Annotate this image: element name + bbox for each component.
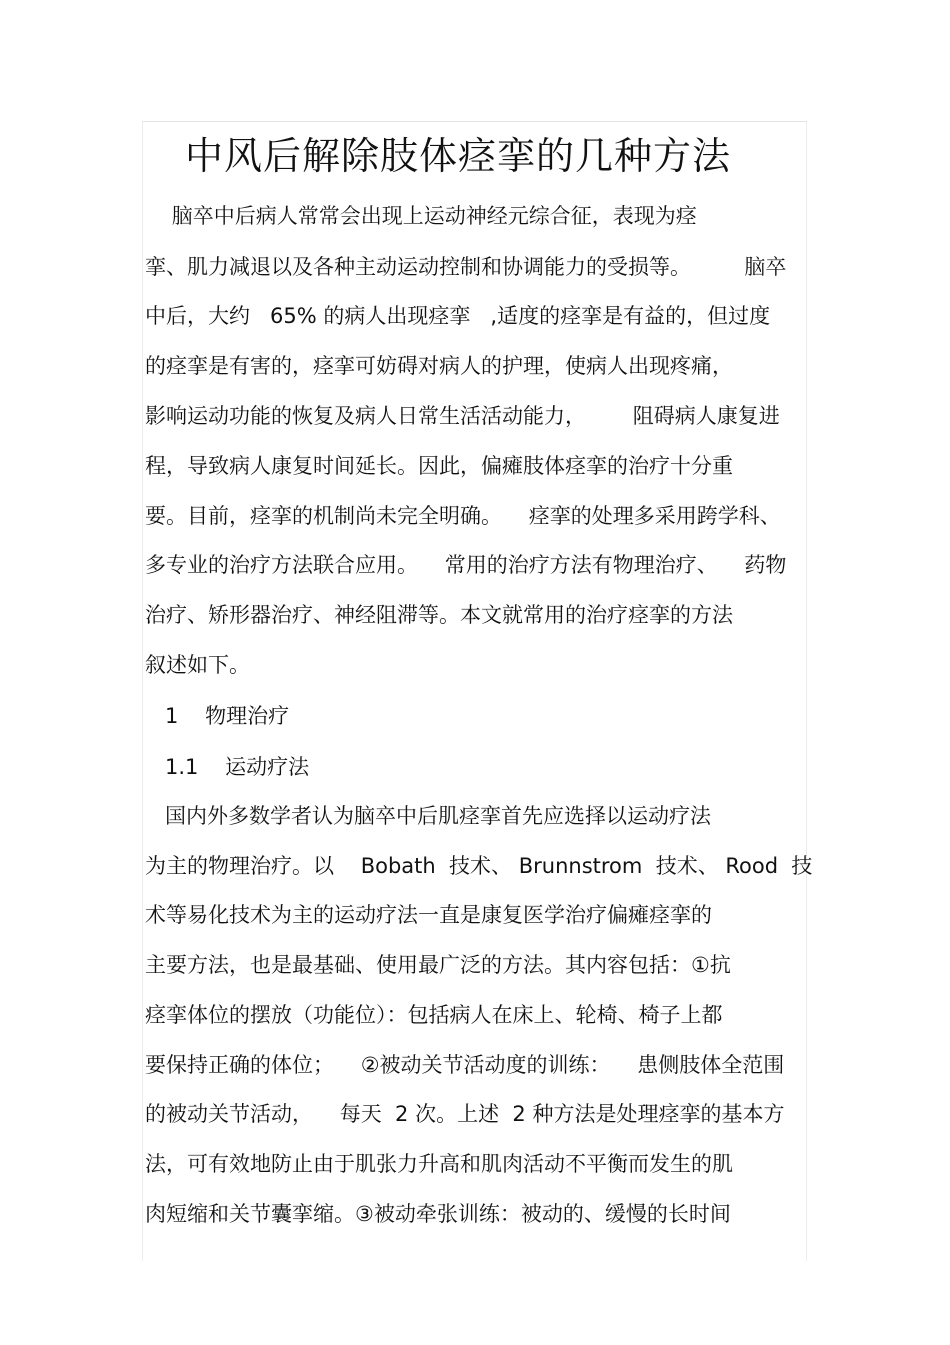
text-line: 要保持正确的体位； ②被动关节活动度的训练： 患侧肢体全范围 <box>145 1053 785 1077</box>
text-line: 影响运动功能的恢复及病人日常生活活动能力， 阻碍病人康复进 <box>145 404 780 428</box>
text-line: 的被动关节活动， 每天 2 次。上述 2 种方法是处理痉挛的基本方 <box>145 1102 785 1126</box>
text-line: 治疗、矫形器治疗、神经阻滞等。本文就常用的治疗痉挛的方法 <box>145 603 733 627</box>
text-line: 脑卒中后病人常常会出现上运动神经元综合征，表现为痉 <box>145 204 697 228</box>
text-line: 多专业的治疗方法联合应用。 常用的治疗方法有物理治疗、 药物 <box>145 553 787 577</box>
text-line: 挛、肌力减退以及各种主动运动控制和协调能力的受损等。 脑卒 <box>145 255 787 279</box>
text-line: 为主的物理治疗。以 Bobath 技术、 Brunnstrom 技术、 Rood 技 <box>145 854 813 878</box>
text-line: 国内外多数学者认为脑卒中后肌痉挛首先应选择以运动疗法 <box>145 804 712 828</box>
text-line: 术等易化技术为主的运动疗法一直是康复医学治疗偏瘫痉挛的 <box>145 903 712 927</box>
text-line: 叙述如下。 <box>145 653 250 677</box>
page-frame <box>142 121 807 1261</box>
text-line: 的痉挛是有害的，痉挛可妨碍对病人的护理，使病人出现疼痛， <box>145 354 733 378</box>
text-line: 肉短缩和关节囊挛缩。③被动牵张训练：被动的、缓慢的长时间 <box>145 1202 731 1226</box>
text-line: 程，导致病人康复时间延长。因此，偏瘫肢体痉挛的治疗十分重 <box>145 454 733 478</box>
subsection-heading: 1.1 运动疗法 <box>145 755 310 779</box>
text-line: 要。目前，痉挛的机制尚未完全明确。 痉挛的处理多采用跨学科、 <box>145 504 781 528</box>
section-heading: 1 物理治疗 <box>145 704 290 728</box>
text-line: 痉挛体位的摆放（功能位）：包括病人在床上、轮椅、椅子上都 <box>145 1003 723 1027</box>
text-line: 中后，大约 65% 的病人出现痉挛 ,适度的痉挛是有益的，但过度 <box>145 304 771 328</box>
text-line: 主要方法，也是最基础、使用最广泛的方法。其内容包括：①抗 <box>145 953 731 977</box>
document-title: 中风后解除肢体痉挛的几种方法 <box>184 134 731 178</box>
text-line: 法，可有效地防止由于肌张力升高和肌肉活动不平衡而发生的肌 <box>145 1152 733 1176</box>
